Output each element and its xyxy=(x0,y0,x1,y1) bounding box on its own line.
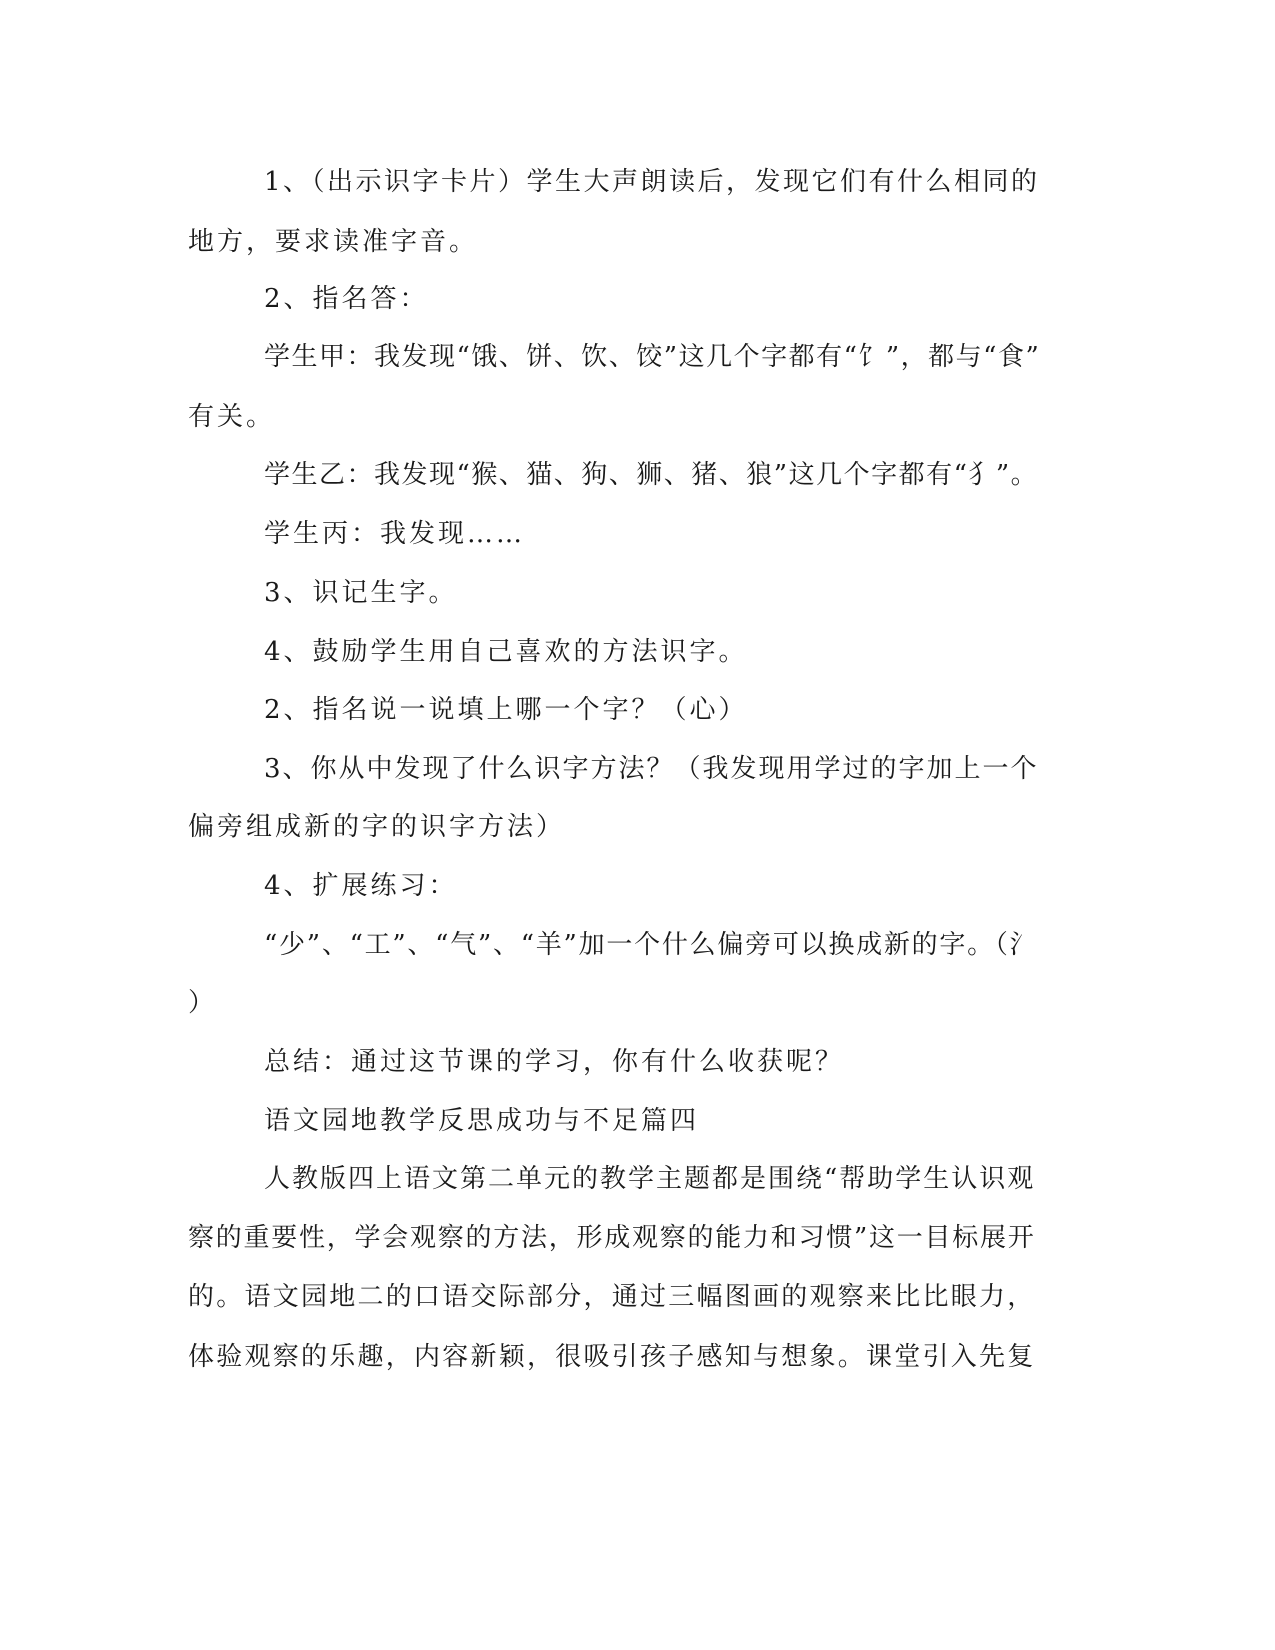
text-line-7: 学生丙：我发现…… xyxy=(264,519,526,549)
text-line-13: 4、扩展练习： xyxy=(264,871,458,901)
section-heading: 语文园地教学反思成功与不足篇四 xyxy=(264,1106,700,1136)
text-line-2: 地方，要求读准字音。 xyxy=(188,227,479,257)
text-line-6: 学生乙：我发现“猴、猫、狗、狮、猪、狼”这几个字都有“犭”。 xyxy=(264,460,1039,490)
text-line-10: 2、指名说一说填上哪一个字？（心） xyxy=(264,695,748,725)
text-line-8: 3、识记生字。 xyxy=(264,578,458,608)
text-line-20: 的。语文园地二的口语交际部分，通过三幅图画的观察来比比眼力， xyxy=(188,1282,1036,1312)
text-line-21: 体验观察的乐趣，内容新颖，很吸引孩子感知与想象。课堂引入先复 xyxy=(188,1342,1036,1372)
text-line-12: 偏旁组成新的字的识字方法） xyxy=(188,812,566,842)
text-line-15: ） xyxy=(188,988,218,1018)
text-line-16: 总结：通过这节课的学习，你有什么收获呢？ xyxy=(264,1047,845,1077)
text-line-11: 3、你从中发现了什么识字方法？（我发现用学过的字加上一个 xyxy=(264,754,1039,784)
text-line-5: 有关。 xyxy=(188,402,276,432)
text-line-3: 2、指名答： xyxy=(264,284,429,314)
text-line-18: 人教版四上语文第二单元的教学主题都是围绕“帮助学生认识观 xyxy=(264,1164,1036,1194)
text-line-14: “少”、“工”、“气”、“羊”加一个什么偏旁可以换成新的字。（氵 xyxy=(264,930,1038,960)
text-line-1: 1、（出示识字卡片）学生大声朗读后，发现它们有什么相同的 xyxy=(264,167,1040,197)
text-line-19: 察的重要性，学会观察的方法，形成观察的能力和习惯”这一目标展开 xyxy=(188,1223,1036,1253)
text-line-9: 4、鼓励学生用自己喜欢的方法识字。 xyxy=(264,637,748,667)
text-line-4: 学生甲：我发现“饿、饼、饮、饺”这几个字都有“饣”，都与“食” xyxy=(264,342,1041,372)
